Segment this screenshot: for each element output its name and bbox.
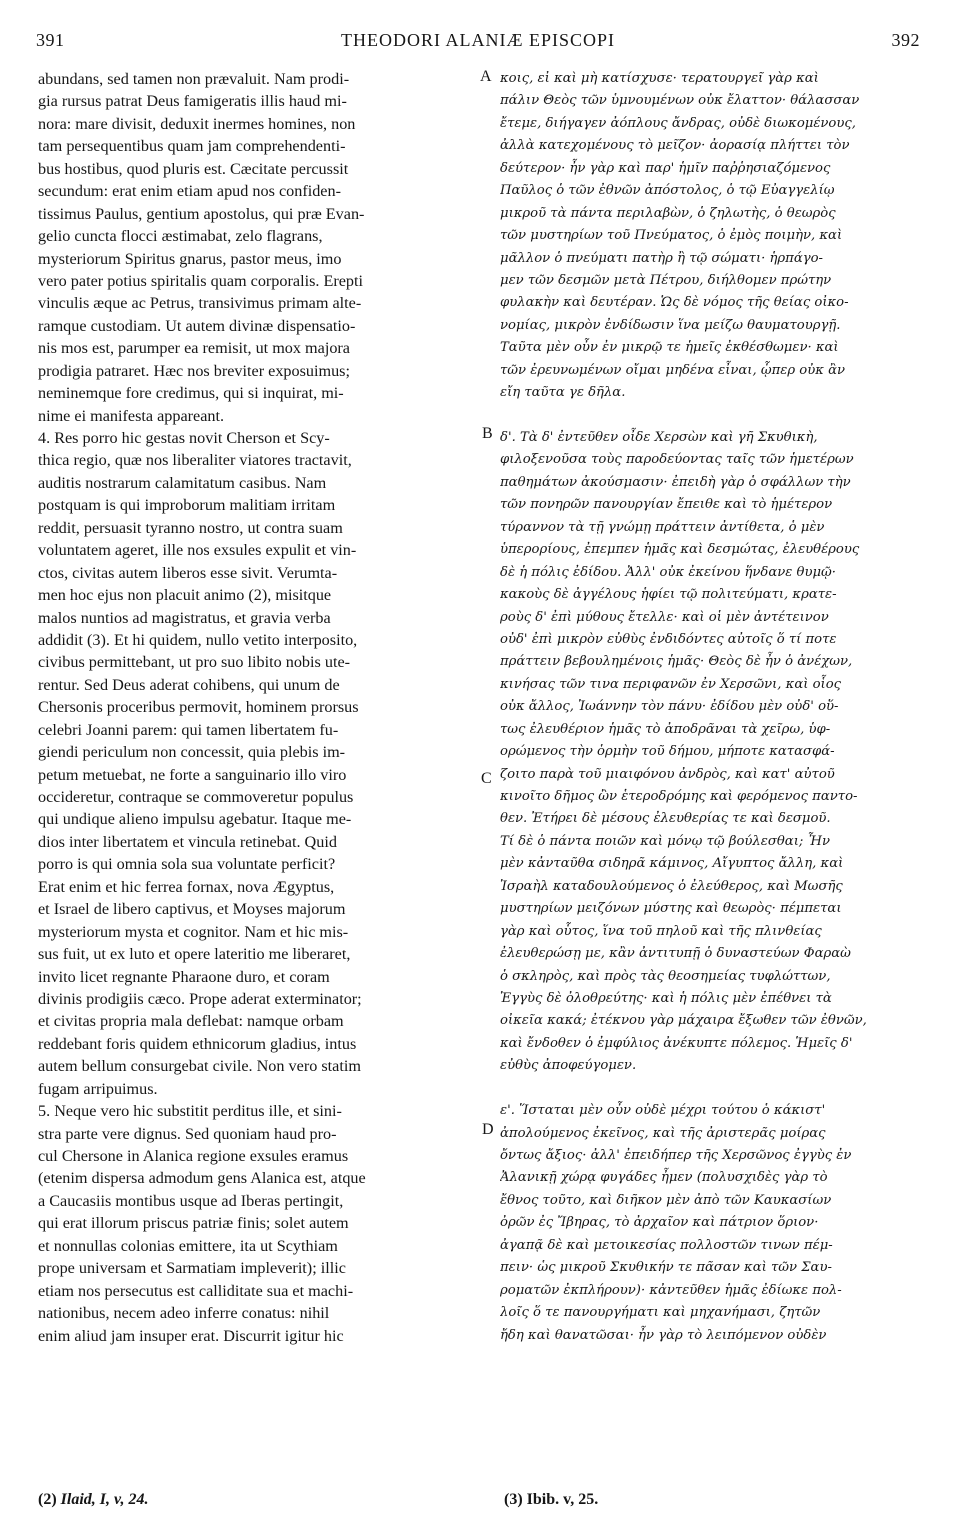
- text-line: qui undique alieno impulsu agebatur. Itaque me-: [38, 810, 352, 829]
- running-title: THEODORI ALANIÆ EPISCOPI: [340, 30, 615, 50]
- running-header: [36, 30, 920, 54]
- text-line: rentur. Sed Deus aderat cohibens, qui unum de: [38, 675, 340, 694]
- text-line: πράττειν βεβουλημένοις ἡμᾶς· Θεὸς δὲ ἦν ὁ ἀνέχων,: [500, 654, 853, 670]
- margin-letter-c: C: [481, 770, 492, 787]
- text-line: prodigia patraret. Hæc nos breviter exposuimus;: [38, 361, 350, 380]
- text-line: δεύτερον· ἦν γὰρ καὶ παρ' ἡμῖν παῤῥησιαζόμενος: [500, 160, 831, 176]
- text-line: ε'. Ἵσταται μὲν οὖν οὐδὲ μέχρι τούτου ὁ κάκιστ': [500, 1103, 826, 1119]
- text-line: porro is qui omnia sola sua voluntate perficit?: [38, 855, 336, 874]
- text-line: μυστηρίων μειζόνων μύστης καὶ θεωρὸς· πέμπεται: [500, 901, 842, 917]
- text-line: nationibus, necem adeo inferre conatus: nihil: [38, 1304, 330, 1323]
- greek-column: [500, 68, 920, 1347]
- text-line: φυλακὴν καὶ δευτέραν. Ὡς δὲ νόμος τῆς θείας οἰκο-: [500, 295, 849, 311]
- text-line: men hoc ejus non placuit animo (2), misitque: [38, 586, 332, 605]
- text-line: εἴη ταῦτα γε δῆλα.: [500, 385, 626, 401]
- text-line: et nonnullas colonias emittere, ita ut Scythiam: [38, 1236, 338, 1255]
- text-line: gelio cuncta flocci æstimabat, zelo flagrans,: [38, 227, 323, 246]
- text-line: ὁ σκληρὸς, καὶ πρὸς τὰς θεοσημείας τυφλώττων,: [500, 968, 831, 984]
- text-line: ἔτεμε, διήγαγεν ἀόπλους ἄνδρας, οὐδὲ διωκομένους,: [500, 115, 856, 131]
- text-line: καὶ ἔνδοθεν ὁ ἐμφύλιος ἀνέκυπτε πόλεμος. Ἡμεῖς δ': [500, 1035, 853, 1051]
- text-line: ἔθνος τοῦτο, καὶ διῆκον μὲν ἀπὸ τῶν Καυκασίων: [500, 1192, 832, 1208]
- text-line: δὲ ἡ πόλις ἐδίδου. Ἀλλ' οὐκ ἐκείνου ἥνδανε θυμῷ·: [500, 564, 836, 580]
- footnote-text: Ilaid, I, v, 24.: [60, 1491, 149, 1508]
- text-line: ορώμενος τὴν ὁρμὴν τοῦ δήμου, μήποτε κατασφά-: [500, 744, 835, 760]
- text-line: ροματῶν ἐκπλήρουν)· κἀντεῦθεν ἡμᾶς ἐδίωκε πολ-: [500, 1282, 842, 1298]
- text-line: nis mos est, parumper ea remisit, ut mox majora: [38, 339, 350, 358]
- footnote-number: (2): [38, 1491, 57, 1508]
- text-line: malos nuntios ad magistratus, et gravia verba: [38, 608, 331, 627]
- text-line: Ἰσραὴλ καταδουλούμενος ὁ ἐλεύθερος, καὶ Μωσῆς: [500, 878, 843, 894]
- text-line: bus hostibus, quod pluris est. Cæcitate percussit: [38, 159, 349, 178]
- text-line: vinculis æque ac Petrus, transivimus primam alte-: [38, 294, 362, 313]
- text-line: κινοῖτο δῆμος ὢν ἑτεροδρόμης καὶ φερόμενος παντο-: [500, 789, 858, 804]
- text-line: πειν· ὡς μικροῦ Σκυθικήν τε πᾶσαν καὶ τῶν Σαυ-: [500, 1260, 832, 1276]
- text-line: ἤδη καὶ θανατῶσαι· ἦν γὰρ τὸ λειπόμενον οὐδὲν: [500, 1327, 827, 1343]
- text-line: τως ἐλευθέριον ἡμᾶς τὸ ἀποδρᾶναι τὰ χεῖρω, ὑφ-: [500, 721, 831, 737]
- text-line: φιλοξενοῦσα τοὺς παροδεύοντας ταῖς τῶν ἡμετέρων: [500, 452, 854, 468]
- text-line: ζοιτο παρὰ τοῦ μιαιφόνου ἀνδρὸς, καὶ κατ' αὐτοῦ: [500, 766, 835, 782]
- text-line: ὀρῶν ἐς Ἴβηρας, τὸ ἀρχαῖον καὶ πάτριον ὅριον·: [500, 1215, 819, 1231]
- text-line: 4. Res porro hic gestas novit Cherson et Scy-: [38, 429, 330, 447]
- text-line: thica regio, quæ nos liberaliter viatores tractavit,: [38, 451, 352, 470]
- text-line: postquam is qui improborum malitiam irritam: [38, 496, 336, 515]
- text-line: prope universam et Sarmatiam impleverit); illic: [38, 1259, 346, 1278]
- page-number-right: 392: [891, 30, 920, 50]
- text-line: λοῖς ὅ τε πανουργήματι καὶ μηχανήμασι, ζητῶν: [500, 1305, 821, 1321]
- text-line: ὄντως ἄξιος· ἀλλ' ἐπειδήπερ τῆς Χερσῶνος ἐγγὺς ἐν: [500, 1148, 852, 1163]
- text-line: mysteriorum Spiritus gnarus, pastor meus, imo: [38, 249, 342, 268]
- text-line: vero pater potius spiritalis quam corporalis. Erepti: [38, 271, 364, 290]
- text-line: δ'. Τὰ δ' ἐντεῦθεν οἶδε Χερσὼν καὶ γῆ Σκυθικὴ,: [500, 430, 818, 445]
- text-line: οὐκ ἄλλος, Ἰωάννην τὸν πάνυ· ἐδίδου μὲν οὐδ' οὕ-: [500, 699, 839, 715]
- text-line: Ταῦτα μὲν οὖν ἐν μικρῷ τε ἡμεῖς ἐκθέσθωμεν· καὶ: [500, 340, 839, 356]
- text-line: petum metuebat, ne forte a sanguinario illo viro: [38, 765, 347, 784]
- text-line: 5. Neque vero hic substitit perditus ille, et sini-: [38, 1102, 342, 1121]
- paragraph-gap: [500, 405, 920, 427]
- text-line: κοις, εἰ καὶ μὴ κατίσχυσε· τερατουργεῖ γὰρ καὶ: [500, 71, 819, 86]
- page-number-left: 391: [36, 30, 65, 50]
- text-line: κακοὺς δὲ ἀγγέλους ἡφίει τῷ πολιτεύματι, κρατε-: [500, 587, 837, 603]
- text-line: εὐθὺς ἀποφεύγομεν.: [500, 1058, 637, 1074]
- text-line: ramque custodiam. Ut autem divinæ dispensatio-: [38, 316, 356, 335]
- text-line: μεν τῶν δεσμῶν μετὰ Πέτρου, διήλθομεν πρώτην: [500, 272, 832, 288]
- footnote-3: [504, 1491, 598, 1509]
- text-line: enim aliud jam insuper erat. Discurrit igitur hic: [38, 1326, 344, 1345]
- text-line: ἀγαπᾷ δὲ καὶ μετοικεσίας πολλοστῶν τινων πέμ-: [500, 1237, 833, 1253]
- text-line: et civitas propria mala deflebat: namque orbam: [38, 1012, 344, 1031]
- text-line: sus fuit, ut ex luto et opere lateritio me liberaret,: [38, 945, 351, 964]
- text-line: γὰρ καὶ οὗτος, ἵνα τοῦ πηλοῦ καὶ τῆς πλινθείας: [500, 923, 822, 939]
- text-line: dios inter libertatem et vincula retinebat. Quid: [38, 832, 337, 851]
- text-line: τύραννον τὰ τῇ γνώμῃ πράττειν ἀντίθετα, ὁ μὲν: [500, 519, 825, 535]
- text-line: divinis prodigiis cæco. Prope aderat exterminator;: [38, 989, 362, 1008]
- text-line: Τί δὲ ὁ πάντα ποιῶν καὶ μόνῳ τῷ βούλεσθαι; Ἦν: [500, 833, 831, 849]
- text-line: reddebant foris quidem ethnicorum gladius, intus: [38, 1034, 357, 1053]
- text-line: Ἀλανικῇ χώρᾳ φυγάδες ἦμεν (πολυσχιδὲς γὰρ τὸ: [500, 1170, 828, 1186]
- footnote-text: Ibib. v, 25.: [526, 1491, 599, 1508]
- text-line: etiam nos persecutus est calliditate sua et machi-: [38, 1281, 354, 1300]
- text-line: qui erat illorum priscus patriæ finis; solet autem: [38, 1214, 349, 1233]
- text-line: μικροῦ τὰ πάντα περιλαβὼν, ὁ ζηλωτὴς, ὁ θεωρὸς: [500, 205, 836, 221]
- text-line: πάλιν Θεὸς τῶν ὑμνουμένων οὐκ ἔλαττον· θάλασσαν: [500, 93, 860, 109]
- text-line: autem bellum consurgebat civile. Non vero statim: [38, 1057, 361, 1076]
- text-line: giendi periculum non concessit, quia plebis im-: [38, 743, 346, 762]
- text-line: παθημάτων ἀκούσμασιν· ἐπειδὴ γὰρ ὁ σφάλλων τὴν: [500, 474, 851, 490]
- text-line: Ἐγγὺς δὲ ὀλοθρεύτης· καὶ ἡ πόλις μὲν ἐπέθνει τὰ: [500, 990, 832, 1006]
- text-line: occideretur, contraque se commoveretur populus: [38, 788, 354, 806]
- text-line: tissimus Paulus, gentium apostolus, qui præ Evan-: [38, 204, 365, 223]
- text-line: mysteriorum mysta et cognitor. Nam et hic mis-: [38, 922, 349, 941]
- text-line: cul Chersone in Alanica regione exsules eramus: [38, 1147, 349, 1165]
- text-line: ροὺς δ' ἐπὶ μύθους ἔτελλε· καὶ οἱ μὲν ἀντέτεινον: [500, 609, 829, 625]
- text-line: οἰκεῖα κακά; ἐτέκνου γὰρ μάχαιρα ἔξωθεν τῶν ἐθνῶν,: [500, 1013, 867, 1029]
- text-line: tam persequentibus quam jam comprehendenti-: [38, 137, 346, 156]
- margin-letter-a: A: [480, 68, 492, 85]
- text-line: τῶν μυστηρίων τοῦ Πνεύματος, ὁ ἐμὸς ποιμὴν, καὶ: [500, 228, 843, 244]
- margin-letter-b: B: [482, 425, 493, 442]
- text-line: νομίας, μικρὸν ἐνδίδωσιν ἵνα μείζω θαυματουργῇ.: [500, 317, 841, 333]
- text-line: celebri Joanni parem: qui tamen libertatem fu-: [38, 720, 339, 739]
- margin-letter-d: D: [482, 1121, 494, 1138]
- text-line: ctos, civitas autem liberos esse sivit. Verumta-: [38, 563, 338, 582]
- footnote-2: [38, 1491, 149, 1509]
- text-line: nime ei manifesta appareant.: [38, 406, 225, 425]
- text-line: ἀλλὰ κατεχομένους τὸ μεῖζον· ἀορασίᾳ πλήττει τὸν: [500, 138, 850, 154]
- text-line: civibus permittebant, ut pro suo libito nobis ute-: [38, 653, 351, 672]
- text-line: voluntatem ageret, ille nos exsules expulit et vin-: [38, 541, 357, 560]
- text-line: gia rursus patrat Deus famigeratis illis haud mi-: [38, 92, 347, 111]
- text-line: Erat enim et hic ferrea fornax, nova Ægyptus,: [38, 877, 335, 896]
- paragraph-gap: [500, 1078, 920, 1100]
- text-line: οὐδ' ἐπὶ μικρὸν εὐθὺς ἐνδιδόντες αὐτοῖς ὅ τί ποτε: [500, 631, 837, 647]
- text-line: reddit, persuasit tyranno nostro, ut contra suam: [38, 518, 343, 537]
- text-line: invito licet regnante Pharaone duro, et coram: [38, 967, 330, 986]
- text-line: et Israel de libero captivus, et Moyses majorum: [38, 900, 346, 919]
- text-line: auditis nostrarum calamitatum casibus. Nam: [38, 473, 327, 492]
- text-line: abundans, sed tamen non prævaluit. Nam prodi-: [38, 70, 350, 88]
- text-line: Παῦλος ὁ τῶν ἐθνῶν ἀπόστολος, ὁ τῷ Εὐαγγελίῳ: [500, 183, 835, 199]
- text-line: μᾶλλον ὁ πνεύματι πατὴρ ἢ τῷ σώματι· ἡρπάγο-: [500, 250, 824, 266]
- footnote-number: (3): [504, 1491, 523, 1508]
- text-line: nora: mare divisit, deduxit inermes homines, non: [38, 114, 356, 133]
- text-line: τῶν ἐρευνωμένων οἴμαι μηδένα εἶναι, ᾧπερ οὐκ ἂν: [500, 362, 846, 378]
- text-line: (etenim dispersa admodum gens Alanica est, atque: [38, 1169, 366, 1188]
- text-line: θεν. Ἐτήρει δὲ μέσους ἐλευθερίας τε καὶ δεσμοῦ.: [500, 811, 831, 827]
- text-line: ἀπολούμενος ἐκεῖνος, καὶ τῆς ἀριστερᾶς μοίρας: [500, 1125, 826, 1141]
- text-line: secundum: erat enim etiam apud nos confiden-: [38, 182, 341, 201]
- text-line: ἐλευθερώσῃ με, κἂν ἀντιτυπῇ ὁ δυναστεύων Φαραὼ: [500, 946, 851, 962]
- text-line: Chersonis proceribus permovit, hominem prorsus: [38, 698, 359, 717]
- text-line: a Caucasiis montibus usque ad Iberas pertingit,: [38, 1191, 344, 1210]
- text-line: stra parte vere dignus. Sed quoniam haud pro-: [38, 1124, 337, 1143]
- text-line: ὑπερορίους, ἐπεμπεν ἡμᾶς καὶ δεσμώτας, ἐλευθέρους: [500, 542, 860, 558]
- text-line: μὲν κἀνταῦθα σιδηρᾶ κάμινος, Αἴγυπτος ἄλλη, καὶ: [500, 856, 844, 872]
- text-line: τῶν πονηρῶν πανουργίαν ἔπειθε καὶ τὸ ἡμέτερον: [500, 497, 833, 513]
- text-line: neminemque fore credimus, qui si inquirat, mi-: [38, 384, 344, 403]
- latin-column: [38, 68, 470, 1347]
- text-line: fugam arripuimus.: [38, 1079, 158, 1098]
- text-line: κινήσας τῶν τινα περιφανῶν ἐν Χερσῶνι, καὶ οἷος: [500, 676, 842, 692]
- text-line: addidit (3). Et hi quidem, nullo vetito interposito,: [38, 630, 358, 649]
